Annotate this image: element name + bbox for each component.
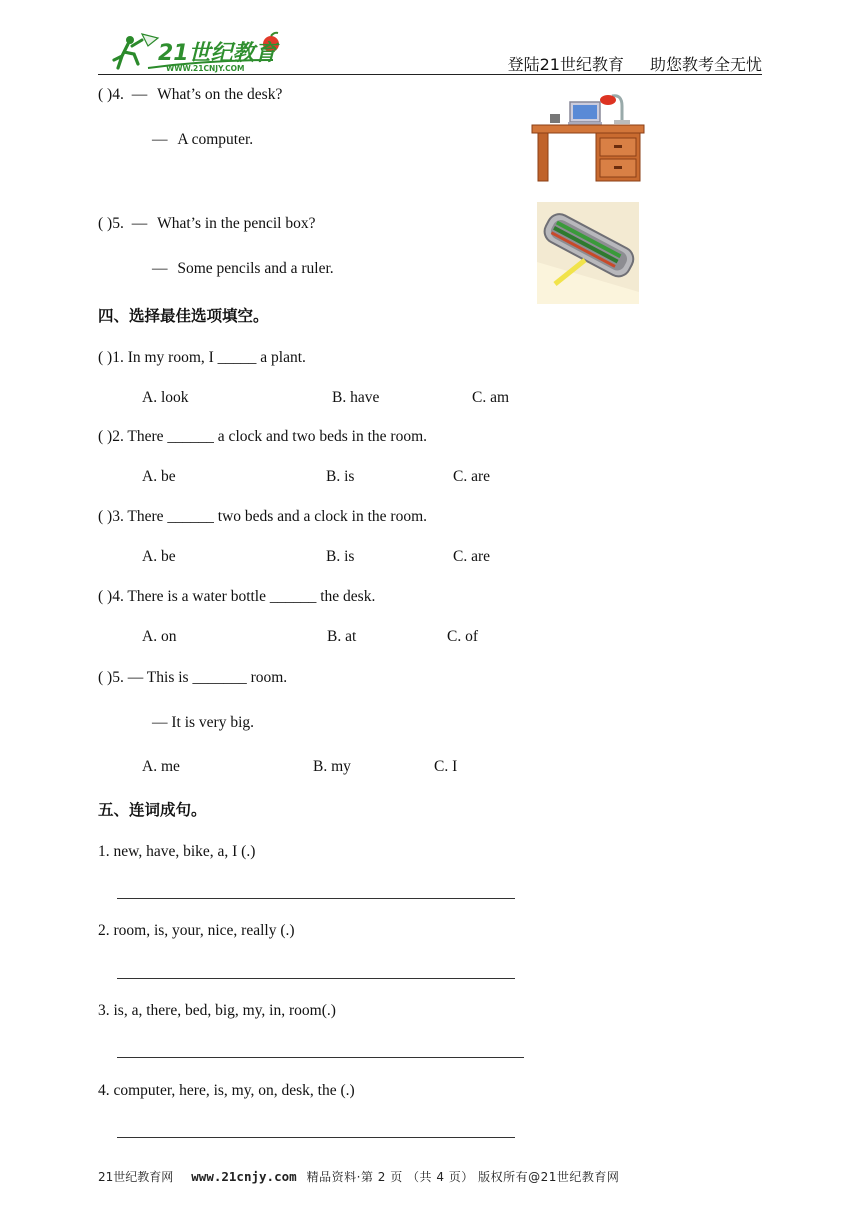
- section-4-title: 四、选择最佳选项填空。: [98, 307, 269, 325]
- logo-graphic: [108, 30, 288, 74]
- question-4-3: ( )3. There ______ two beds and a clock in the room.: [98, 508, 428, 525]
- option-c: C. are: [453, 468, 491, 485]
- sentence-item-2: 2. room, is, your, nice, really (.): [98, 922, 295, 939]
- sentence-item-1: 1. new, have, bike, a, I (.): [98, 843, 256, 860]
- logo-url-text: WWW.21CNJY.COM: [166, 64, 245, 73]
- question-4-5: ( )5. — This is _______ room.: [98, 669, 288, 686]
- option-b: B. my: [313, 758, 351, 775]
- bracket-label: ( )5.: [98, 215, 124, 232]
- footer-site: 21世纪教育网: [98, 1170, 174, 1184]
- answer-line[interactable]: [117, 1057, 524, 1058]
- question-4-4: ( )4. There is a water bottle ______ the desk.: [98, 588, 376, 605]
- answer-3-4: [152, 131, 253, 149]
- option-c: C. I: [434, 758, 458, 775]
- header-slogan: [482, 52, 762, 75]
- question-text: What’s on the desk?: [157, 86, 283, 103]
- option-a: A. look: [142, 389, 189, 406]
- dash: —: [152, 260, 168, 277]
- page-footer: [98, 1168, 619, 1185]
- sentence-item-4: 4. computer, here, is, my, on, desk, the (.): [98, 1082, 355, 1099]
- question-3-5: [98, 215, 315, 233]
- answer-line[interactable]: [117, 898, 515, 899]
- option-c: C. of: [447, 628, 478, 645]
- answer-3-5: [152, 260, 334, 278]
- dash: —: [131, 215, 148, 232]
- option-a: A. me: [142, 758, 180, 775]
- option-a: A. on: [142, 628, 177, 645]
- option-b: B. at: [327, 628, 357, 645]
- logo-text: 21世纪教育: [158, 41, 277, 66]
- site-logo: [108, 30, 288, 74]
- answer-line[interactable]: [117, 1137, 515, 1138]
- question-4-1: ( )1. In my room, I _____ a plant.: [98, 349, 306, 366]
- question-4-2: ( )2. There ______ a clock and two beds in the room.: [98, 428, 428, 445]
- option-c: C. am: [472, 389, 510, 406]
- section-5-title: 五、连词成句。: [98, 801, 207, 819]
- option-c: C. are: [453, 548, 491, 565]
- dash: —: [152, 131, 168, 148]
- option-b: B. is: [326, 548, 355, 565]
- option-b: B. have: [332, 389, 380, 406]
- question-text: What’s in the pencil box?: [157, 215, 316, 232]
- pencil-box-image: [537, 202, 639, 304]
- option-a: A. be: [142, 468, 176, 485]
- dash: —: [131, 86, 148, 103]
- footer-url-link[interactable]: www.21cnjy.com: [191, 1169, 297, 1184]
- question-3-4: [98, 86, 282, 104]
- option-b: B. is: [326, 468, 355, 485]
- desk-computer-image: [530, 86, 646, 184]
- question-4-5-reply: — It is very big.: [152, 714, 255, 731]
- header-slogan-text: 助您教考全无忧: [649, 55, 762, 74]
- answer-text: A computer.: [177, 131, 254, 148]
- bracket-label: ( )4.: [98, 86, 124, 103]
- answer-text: Some pencils and a ruler.: [177, 260, 334, 277]
- footer-page-info: 精品资料·第 2 页 （共 4 页） 版权所有@21世纪教育网: [306, 1170, 620, 1184]
- sentence-item-3: 3. is, a, there, bed, big, my, in, room(.): [98, 1002, 336, 1019]
- answer-line[interactable]: [117, 978, 515, 979]
- header-login-text: 登陆21世纪教育: [507, 55, 624, 74]
- option-a: A. be: [142, 548, 176, 565]
- header-divider: [98, 74, 762, 75]
